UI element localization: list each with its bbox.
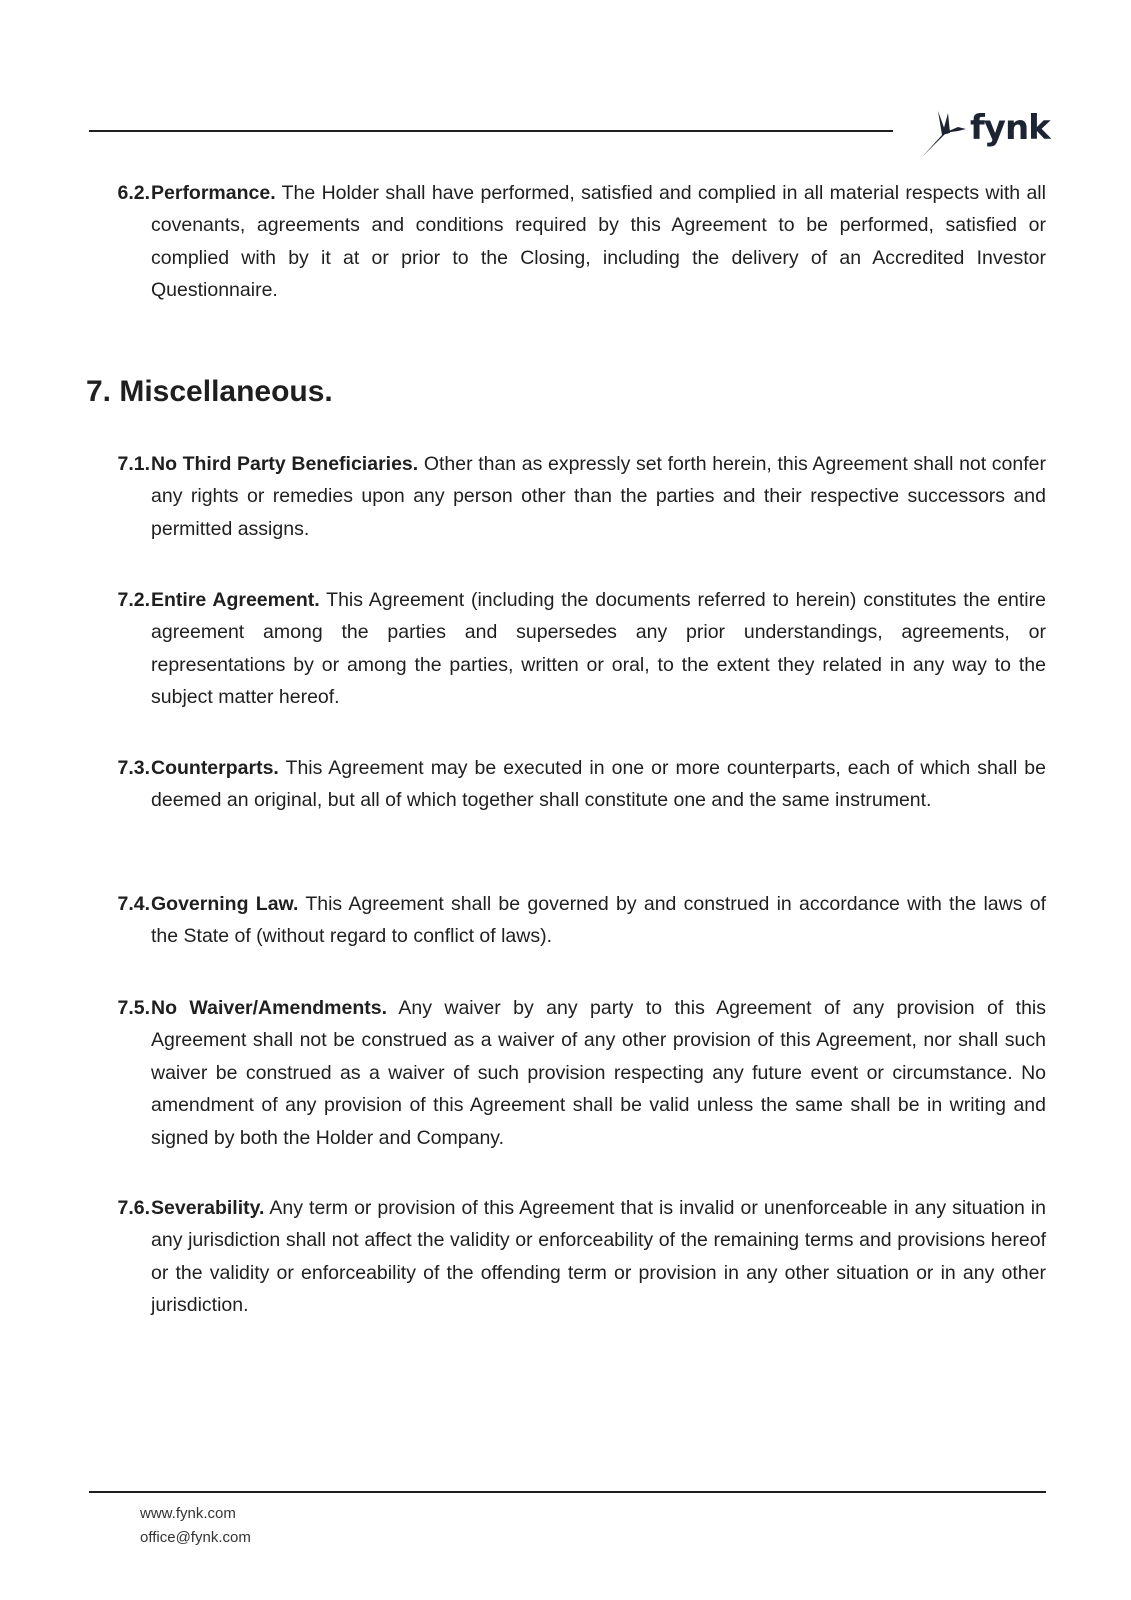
- clause-6-2: [100, 177, 1046, 307]
- clause-title: No Third Party Beneficiaries.: [151, 453, 419, 475]
- clause-7-4: [100, 888, 1046, 953]
- clause-number: 7.1.: [117, 453, 150, 475]
- clause-7-6: [100, 1192, 1046, 1322]
- clause-number: 7.4.: [117, 893, 150, 915]
- clause-number: 7.3.: [117, 757, 150, 779]
- clause-title: Counterparts.: [151, 757, 279, 779]
- clause-7-3: [100, 752, 1046, 817]
- clause-title: No Waiver/Amendments.: [151, 997, 387, 1019]
- clause-number: 7.2.: [117, 589, 150, 611]
- clause-number: 7.5.: [117, 997, 150, 1019]
- clause-text: Any waiver by any party to this Agreement of any provision of this Agreement shall not be construed as a waiver of any other provision of this Agreement, nor shall such waiver be construed as a waiver of such provision respecting any future event or circumstance. No amendment of any provision of this Agreement shall be valid unless the same shall be in writing and signed by both the Holder and Company.: [151, 997, 1047, 1149]
- clause-text: This Agreement (including the documents referred to herein) constitutes the entire agreement among the parties and supersedes any prior understandings, agreements, or representations by or among the parties, written or oral, to the extent they related in any way to the subject matter hereof.: [151, 589, 1046, 709]
- clause-body: [151, 584, 1046, 714]
- clause-text: Other than as expressly set forth herein, this Agreement shall not confer any rights or remedies upon any person other than the parties and their respective successors and permitted assigns.: [151, 453, 1046, 540]
- clause-7-2: [100, 584, 1046, 714]
- brand-name: fynk: [970, 108, 1050, 148]
- clause-body: [151, 992, 1046, 1154]
- clause-body: [151, 1192, 1046, 1322]
- footer-divider: [89, 1491, 1046, 1493]
- clause-title: Severability.: [151, 1197, 265, 1219]
- clause-7-5: [100, 992, 1046, 1154]
- clause-7-1: [100, 448, 1046, 545]
- clause-body: [151, 177, 1046, 307]
- clause-title: Governing Law.: [151, 893, 299, 915]
- clause-text: This Agreement may be executed in one or more counterparts, each of which shall be deemed an original, but all of which together shall constitute one and the same instrument.: [151, 757, 1046, 812]
- clause-text: The Holder shall have performed, satisfied and complied in all material respects with all covenants, agreements and conditions required by this Agreement to be performed, satisfied or complied with by it at or prior to the Closing, including the delivery of an Accredited Investor Questionnaire.: [151, 182, 1046, 302]
- clause-number: 7.6.: [117, 1197, 150, 1219]
- clause-number: 6.2.: [117, 182, 150, 204]
- clause-body: [151, 752, 1046, 817]
- footer: [140, 1502, 251, 1550]
- bird-logo-icon: [918, 105, 968, 159]
- clause-body: [151, 448, 1046, 545]
- section-heading: 7. Miscellaneous.: [86, 375, 333, 408]
- footer-website: www.fynk.com: [140, 1505, 236, 1522]
- footer-email: office@fynk.com: [140, 1529, 251, 1546]
- header-divider: [89, 130, 893, 132]
- fynk-logo: [918, 104, 1050, 160]
- clause-title: Performance.: [151, 182, 276, 204]
- clause-body: [151, 888, 1046, 953]
- clause-title: Entire Agreement.: [151, 589, 320, 611]
- clause-text: This Agreement shall be governed by and construed in accordance with the laws of the State of (without regard to conflict of laws).: [151, 893, 1046, 948]
- clause-text: Any term or provision of this Agreement that is invalid or unenforceable in any situation in any jurisdiction shall not affect the validity or enforceability of the remaining terms and provisions hereof or the validity or enforceability of the offending term or provision in any other situation or in any other jurisdiction.: [151, 1197, 1046, 1317]
